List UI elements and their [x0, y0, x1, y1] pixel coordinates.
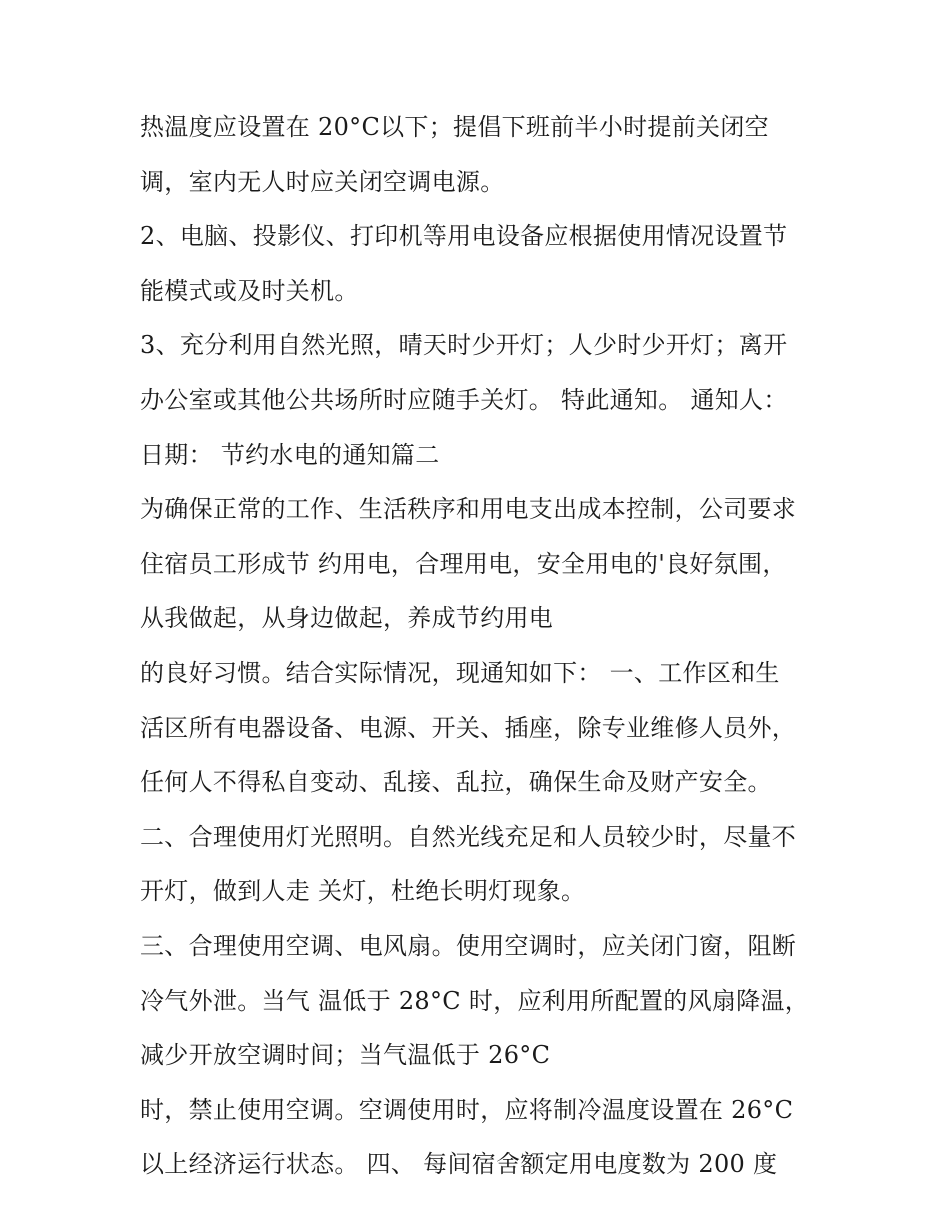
- text-line: 调，室内无人时应关闭空调电源。: [140, 167, 505, 196]
- text-line: 冷气外泄。当气 温低于 28°C 时，应利用所配置的风扇降温，: [140, 986, 810, 1015]
- text-line: 时，禁止使用空调。空调使用时，应将制冷温度设置在 26°C: [140, 1095, 794, 1124]
- text-line: 的良好习惯。结合实际情况，现通知如下： 一、工作区和生: [140, 658, 780, 687]
- text-line: 为确保正常的工作、生活秩序和用电支出成本控制，公司要求: [140, 495, 797, 524]
- text-line: 2、电脑、投影仪、打印机等用电设备应根据使用情况设置节: [140, 222, 788, 251]
- text-line: 开灯，做到人走 关灯，杜绝长明灯现象。: [140, 877, 586, 906]
- text-line: 从我做起，从身边做起，养成节约用电: [140, 604, 554, 633]
- text-line: 3、充分利用自然光照，晴天时少开灯；人少时少开灯；离开: [140, 331, 788, 360]
- text-line: 三、合理使用空调、电风扇。使用空调时，应关闭门窗，阻断: [140, 931, 797, 960]
- text-line: 减少开放空调时间；当气温低于 26°C: [140, 1041, 551, 1070]
- text-line: 热温度应设置在 20°C以下；提倡下班前半小时提前关闭空: [140, 113, 769, 141]
- text-line: 活区所有电器设备、电源、开关、插座，除专业维修人员外，: [140, 713, 797, 742]
- text-line: 任何人不得私自变动、乱接、乱拉，确保生命及财产安全。: [140, 768, 772, 797]
- text-line: 办公室或其他公共场所时应随手关灯。 特此通知。 通知人：: [140, 385, 788, 414]
- document-body: [140, 111, 840, 1203]
- text-line: 以上经济运行状态。 四、 每间宿舍额定用电度数为 200 度: [140, 1150, 778, 1179]
- text-line: 二、合理使用灯光照明。自然光线充足和人员较少时，尽量不: [140, 822, 797, 851]
- text-line: 能模式或及时关机。: [140, 276, 359, 305]
- text-line: 住宿员工形成节 约用电，合理用电，安全用电的'良好氛围，: [140, 549, 787, 578]
- text-line: 日期： 节约水电的通知篇二: [140, 440, 440, 469]
